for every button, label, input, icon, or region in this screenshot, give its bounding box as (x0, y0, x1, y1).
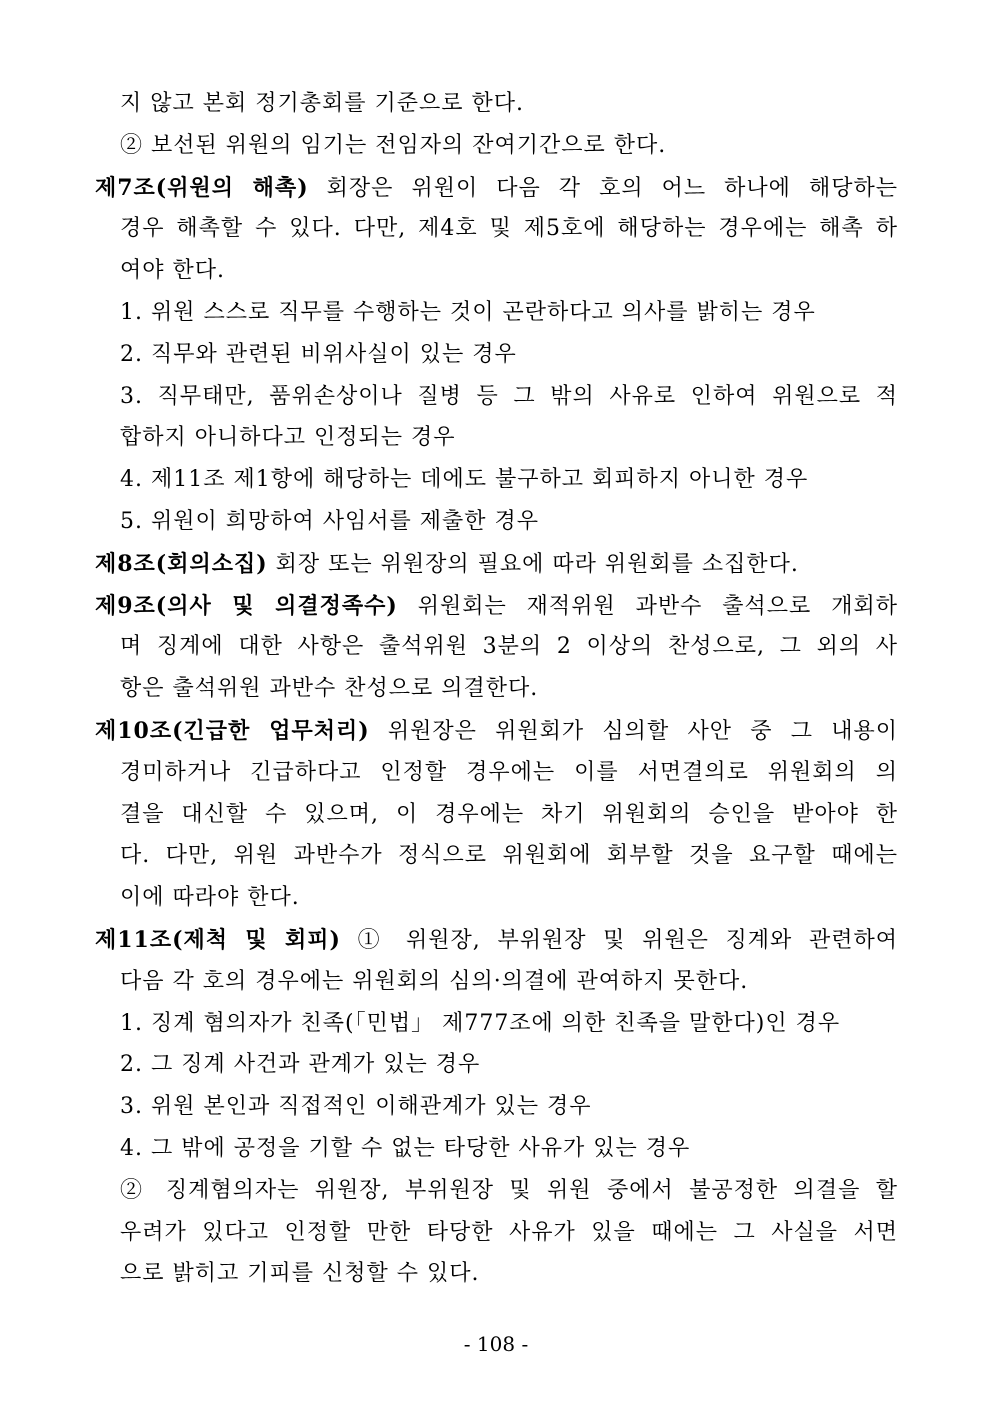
page-number: - 108 - (463, 1332, 529, 1356)
text-line-content (120, 842, 898, 870)
text-line (0, 1177, 992, 1205)
text-line (0, 1260, 992, 1288)
article-text: 으로 밝히고 기피를 신청할 수 있다. (120, 1261, 480, 1287)
article-text: 위원회는 재적위원 과반수 출석으로 개회하 (397, 593, 898, 619)
text-line-content (95, 552, 799, 577)
article-text: 결을 대신할 수 있으며, 이 경우에는 차기 위원회의 승인을 받아야 한 (120, 801, 898, 827)
text-line-content (120, 1177, 898, 1205)
text-line (0, 1219, 992, 1247)
text-line-content (120, 133, 666, 158)
text-line-content (120, 885, 300, 910)
text-line (0, 466, 992, 494)
text-line-content (120, 342, 517, 367)
article-text: 회장 또는 위원장의 필요에 따라 위원회를 소집한다. (267, 551, 799, 577)
text-line (0, 341, 992, 369)
text-line (0, 1135, 992, 1163)
text-line (0, 759, 992, 787)
text-line (0, 1093, 992, 1121)
article-text: 3. 직무태만, 품위손상이나 질병 등 그 밖의 사유로 인하여 위원으로 적 (120, 383, 898, 409)
text-line-content (120, 801, 898, 829)
article-text: 지 않고 본회 정기총회를 기준으로 한다. (120, 91, 524, 116)
article-text: 항은 출석위원 과반수 찬성으로 의결한다. (120, 676, 539, 702)
text-line-content (120, 215, 898, 243)
text-line-content (95, 174, 898, 203)
text-line-content (120, 425, 456, 450)
text-line (0, 257, 992, 285)
article-text: 우려가 있다고 인정할 만한 타당한 사유가 있을 때에는 그 사실을 서면 (120, 1219, 898, 1245)
text-line-content (120, 300, 816, 325)
text-line-content (120, 1052, 480, 1077)
article-text: 경미하거나 긴급하다고 인정할 경우에는 이를 서면결의로 위원회의 의 (120, 759, 898, 785)
text-line-content (95, 592, 898, 621)
text-line-content (120, 1094, 592, 1119)
text-line (0, 926, 992, 955)
text-line (0, 801, 992, 829)
text-line (0, 132, 992, 160)
article-text: 이에 따라야 한다. (120, 885, 300, 911)
text-line (0, 215, 992, 243)
text-line (0, 675, 992, 703)
text-line (0, 842, 992, 870)
article-text: 경우 해촉할 수 있다. 다만, 제4호 및 제5호에 해당하는 경우에는 해촉 하 (120, 216, 898, 242)
article-text: 3. 위원 본인과 직접적인 이해관계가 있는 경우 (120, 1094, 592, 1120)
text-line (0, 299, 992, 327)
article-text: 5. 위원이 희망하여 사임서를 제출한 경우 (120, 509, 539, 534)
text-line-content (120, 1261, 480, 1286)
article-text: 1. 위원 스스로 직무를 수행하는 것이 곤란하다고 의사를 밝히는 경우 (120, 300, 816, 325)
article-heading: 제9조(의사 및 의결정족수) (95, 592, 398, 619)
text-line-content (120, 91, 524, 116)
text-line (0, 968, 992, 996)
article-text: ① 위원장, 부위원장 및 위원은 징계와 관련하여 (340, 928, 898, 953)
text-line-content (120, 1136, 690, 1161)
text-line (0, 717, 992, 746)
article-text: 2. 직무와 관련된 비위사실이 있는 경우 (120, 341, 517, 367)
article-heading: 제7조(위원의 해촉) (95, 174, 309, 201)
text-line (0, 90, 992, 118)
text-line-content (120, 676, 538, 701)
article-text: 2. 그 징계 사건과 관계가 있는 경우 (120, 1052, 481, 1078)
article-text: 4. 제11조 제1항에 해당하는 데에도 불구하고 회피하지 아니한 경우 (120, 467, 809, 493)
article-text: ② 징계혐의자는 위원장, 부위원장 및 위원 중에서 불공정한 의결을 할 (120, 1177, 898, 1203)
article-heading: 제10조(긴급한 업무처리) (95, 718, 370, 744)
article-text: 다음 각 호의 경우에는 위원회의 심의·의결에 관여하지 못한다. (120, 968, 749, 994)
text-line (0, 424, 992, 452)
text-line (0, 174, 992, 203)
text-line-content (120, 258, 225, 283)
text-line (0, 550, 992, 579)
text-line-content (95, 717, 898, 746)
text-line (0, 592, 992, 621)
text-line-content (120, 383, 898, 411)
article-text: 위원장은 위원회가 심의할 사안 중 그 내용이 (369, 719, 898, 744)
article-text: 합하지 아니하다고 인정되는 경우 (120, 425, 456, 451)
text-line-content (120, 1011, 840, 1036)
article-text: 회장은 위원이 다음 각 호의 어느 하나에 해당하는 (308, 175, 898, 201)
text-line (0, 1051, 992, 1079)
text-line-content (120, 633, 898, 661)
article-text: 1. 징계 혐의자가 친족(「민법」 제777조에 의한 친족을 말한다)인 경우 (120, 1010, 841, 1036)
article-text: ② 보선된 위원의 임기는 전임자의 잔여기간으로 한다. (120, 132, 667, 158)
article-heading: 제8조(회의소집) (95, 550, 268, 577)
text-line (0, 633, 992, 661)
article-text: 다. 다만, 위원 과반수가 정식으로 위원회에 회부할 것을 요구할 때에는 (120, 843, 898, 869)
text-line (0, 383, 992, 411)
article-text: 여야 한다. (120, 258, 225, 284)
text-line-content (120, 969, 748, 994)
text-line-content (120, 759, 898, 787)
text-line (0, 884, 992, 912)
article-text: 4. 그 밖에 공정을 기할 수 없는 타당한 사유가 있는 경우 (120, 1136, 691, 1161)
text-line-content (95, 926, 898, 955)
text-line-content (120, 1219, 898, 1247)
article-text: 며 징계에 대한 사항은 출석위원 3분의 2 이상의 찬성으로, 그 외의 사 (120, 634, 898, 660)
text-line (0, 508, 992, 536)
text-line (0, 1010, 992, 1038)
article-heading: 제11조(제척 및 회피) (95, 927, 341, 953)
text-line-content (120, 509, 539, 534)
text-line-content (120, 467, 808, 492)
